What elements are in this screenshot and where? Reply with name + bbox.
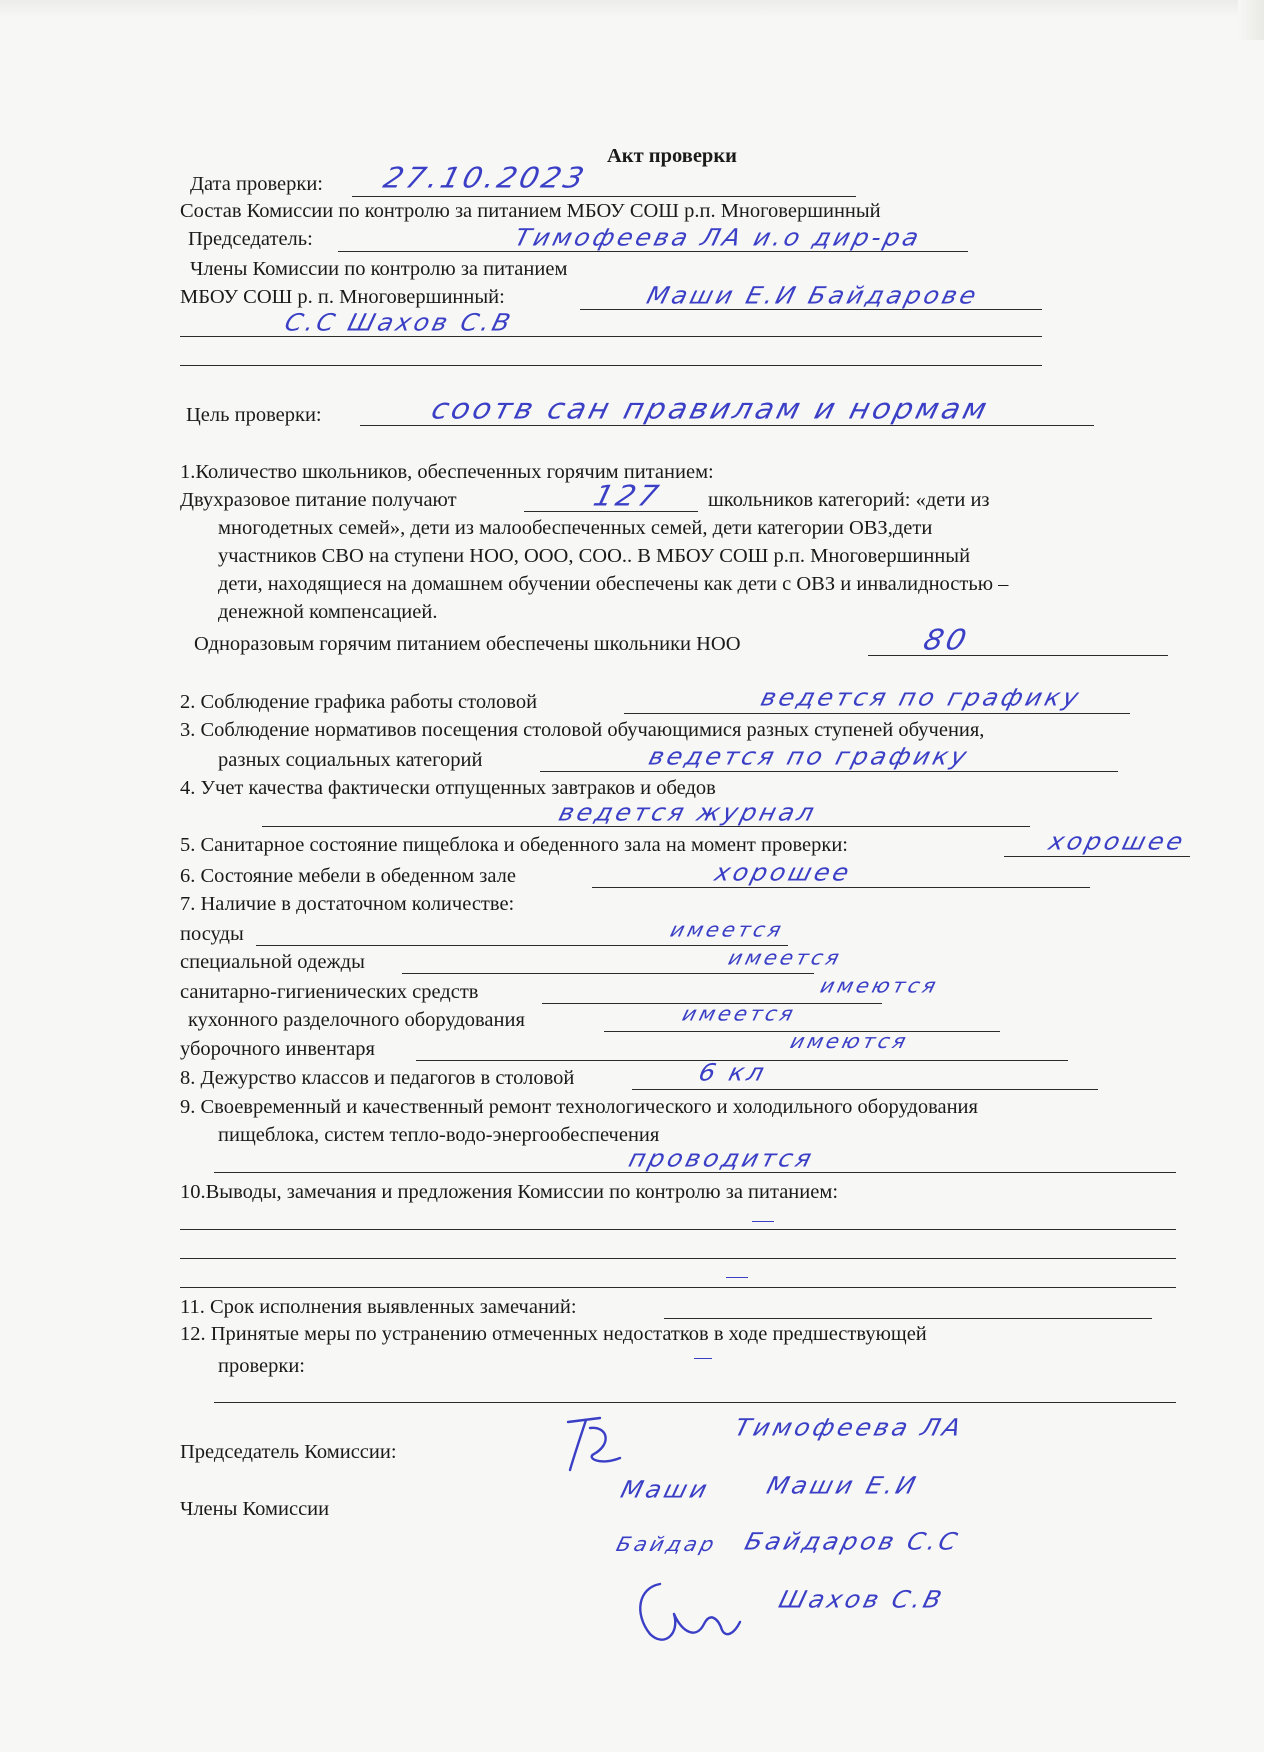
one-meal-label: Одноразовым горячим питанием обеспечены школьники НОО [194, 633, 741, 655]
item9-label-line2: пищеблока, систем тепло-водо-энергообеспечения [218, 1124, 660, 1146]
two-meal-suffix: школьников категорий: «дети из [708, 489, 990, 511]
goal-handwritten: соотв сан правилам и нормам [428, 392, 993, 426]
item10-line-3 [180, 1287, 1176, 1288]
item4-line [262, 826, 1030, 827]
signature-member2-name: Байдаров С.С [742, 1527, 963, 1555]
scan-corner-shadow [1238, 0, 1264, 40]
section1-line4: дети, находящиеся на домашнем обучении обеспечены как дети с ОВЗ и инвалидностью – [218, 573, 1009, 595]
two-meal-prefix: Двухразовое питание получают [180, 489, 457, 511]
item3-label-line2: разных социальных категорий [218, 749, 483, 771]
signature-members-label: Члены Комиссии [180, 1498, 330, 1520]
item7b-handwritten: имеется [726, 946, 845, 969]
chairman-handwritten: Тимофеева ЛА и.о дир-ра [512, 223, 925, 251]
item7b-line [402, 973, 814, 974]
item9-label-line1: 9. Своевременный и качественный ремонт технологического и холодильного оборудования [180, 1096, 978, 1118]
signature-member1-short: Маши [618, 1475, 713, 1503]
scan-top-shadow [0, 0, 1264, 18]
item11-label: 11. Срок исполнения выявленных замечаний: [180, 1296, 577, 1318]
item2-handwritten: ведется по графику [758, 683, 1085, 711]
item3-line [540, 771, 1118, 772]
item6-handwritten: хорошее [712, 858, 855, 886]
item12-line [214, 1402, 1176, 1403]
item5-handwritten: хорошее [1046, 827, 1189, 855]
one-meal-line [868, 655, 1168, 656]
signature-chairman-name: Тимофеева ЛА [732, 1413, 967, 1441]
item7c-handwritten: имеются [818, 974, 942, 997]
item11-line [664, 1318, 1152, 1319]
date-handwritten: 27.10.2023 [380, 161, 591, 195]
item4-handwritten: ведется журнал [556, 798, 820, 826]
item12-label-line1: 12. Принятые меры по устранению отмеченных недостатков в ходе предшествующей [180, 1323, 927, 1345]
item5-label: 5. Санитарное состояние пищеблока и обеденного зала на момент проверки: [180, 834, 848, 856]
members-label-line1: Члены Комиссии по контролю за питанием [190, 258, 568, 280]
item2-line [624, 713, 1130, 714]
item4-label: 4. Учет качества фактически отпущенных завтраков и обедов [180, 777, 716, 799]
item5-line [1004, 856, 1190, 857]
item7d-label: кухонного разделочного оборудования [188, 1009, 525, 1031]
item7a-label: посуды [180, 923, 244, 945]
item8-line [632, 1089, 1098, 1090]
members-line-1 [580, 309, 1042, 310]
item3-label-line1: 3. Соблюдение нормативов посещения столовой обучающимися разных ступеней обучения, [180, 719, 985, 741]
item2-label: 2. Соблюдение графика работы столовой [180, 691, 538, 713]
members-line-3 [180, 365, 1042, 366]
item9-handwritten: проводится [626, 1144, 818, 1172]
members-label-line2: МБОУ СОШ р. п. Многовершинный: [180, 286, 505, 308]
item10-line-1 [180, 1229, 1176, 1230]
item7a-handwritten: имеется [668, 918, 787, 941]
item8-label: 8. Дежурство классов и педагогов в столовой [180, 1067, 575, 1089]
item3-handwritten: ведется по графику [646, 742, 973, 770]
chairman-line [338, 251, 968, 252]
item10-line-2 [180, 1258, 1176, 1259]
item6-line [592, 887, 1090, 888]
item9-line [214, 1172, 1176, 1173]
date-label: Дата проверки: [190, 173, 323, 195]
item8-handwritten: 6 кл [696, 1058, 770, 1086]
section1-line2: многодетных семей», дети из малообеспеченных семей, дети категории ОВЗ,дети [218, 517, 933, 539]
item6-label: 6. Состояние мебели в обеденном зале [180, 865, 517, 887]
item12-label-line2: проверки: [218, 1355, 306, 1377]
section1-line3: участников СВО на ступени НОО, ООО, СОО.. В МБОУ СОШ р.п. Многовершинный [218, 545, 971, 567]
section1-heading: 1.Количество школьников, обеспеченных горячим питанием: [180, 461, 714, 483]
members-handwritten-1: Маши Е.И Байдарове [644, 281, 982, 309]
signature-chairman-label: Председатель Комиссии: [180, 1441, 397, 1463]
signature-member1-name: Маши Е.И [764, 1471, 922, 1499]
members-handwritten-2: С.С Шахов С.В [282, 308, 517, 336]
item7-label: 7. Наличие в достаточном количестве: [180, 893, 515, 915]
goal-label: Цель проверки: [186, 404, 322, 426]
item7e-handwritten: имеются [788, 1030, 912, 1053]
member3-signature-scribble [630, 1574, 750, 1654]
item10-label: 10.Выводы, замечания и предложения Комиссии по контролю за питанием: [180, 1181, 839, 1203]
signature-member3-name: Шахов С.В [776, 1585, 948, 1613]
item7e-label: уборочного инвентаря [180, 1038, 375, 1060]
one-meal-handwritten: 80 [920, 623, 973, 657]
date-line [352, 196, 856, 197]
chairman-label: Председатель: [188, 228, 313, 250]
two-meal-count-handwritten: 127 [590, 479, 665, 513]
section1-line5: денежной компенсацией. [218, 601, 438, 623]
item7b-label: специальной одежды [180, 951, 365, 973]
pen-dash-3 [694, 1358, 712, 1359]
signature-member2-short: Байдар [614, 1533, 720, 1556]
members-line-2 [180, 336, 1042, 337]
document-title: Акт проверки [607, 145, 737, 167]
item7d-handwritten: имеется [680, 1002, 799, 1025]
item7a-line [256, 945, 788, 946]
commission-composition: Состав Комиссии по контролю за питанием МБОУ СОШ р.п. Многовершинный [180, 200, 881, 222]
chairman-signature-scribble [560, 1408, 650, 1478]
pen-dash-1 [752, 1221, 774, 1222]
pen-dash-2 [726, 1277, 748, 1278]
item7c-label: санитарно-гигиенических средств [180, 981, 479, 1003]
